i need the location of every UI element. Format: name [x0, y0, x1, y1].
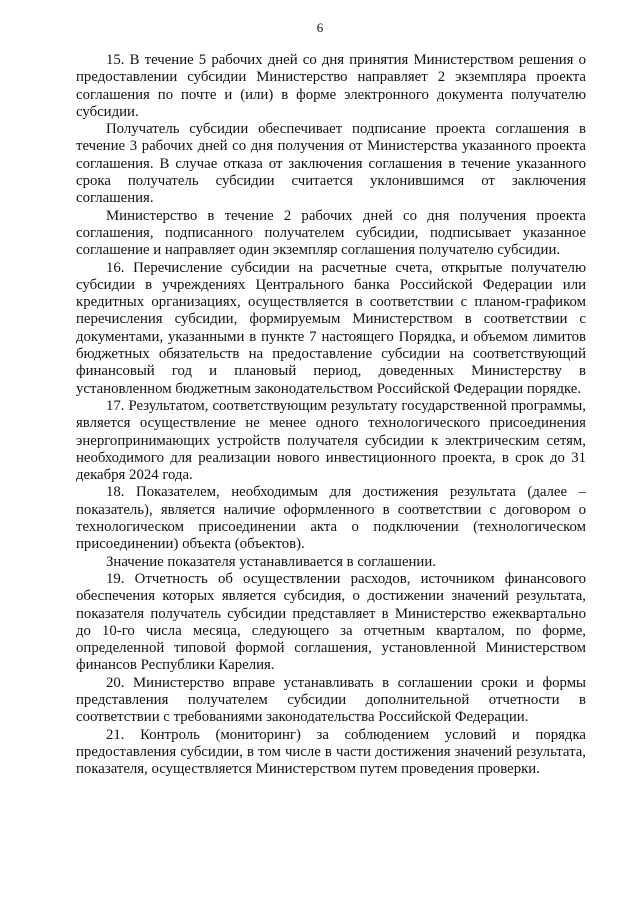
- page-number: 6: [316, 20, 324, 35]
- paragraph-ministry-signing: Министерство в течение 2 рабочих дней со дня получения проекта соглашения, подписанного получателем субсидии, подписывает указанное соглашение и направляет один экземпляр соглашения получателю субсидии.: [76, 207, 586, 259]
- paragraph-19: 19. Отчетность об осуществлении расходов, источником финансового обеспечения которых является субсидия, о достижении значений результата, показателя получатель субсидии представляет в Министерство ежеквартально до 10-го числа месяца, следующего за отчетным кварталом, по форме, определенной типовой формой соглашения, установленной Министерством финансов Республики Карелия.: [76, 570, 586, 674]
- paragraph-17: 17. Результатом, соответствующим результату государственной программы, является осуществление не менее одного технологического присоединения энергопринимающих устройств получателя субсидии к электрическим сетям, необходимого для реализации нового инвестиционного проекта, в срок до 31 декабря 2024 года.: [76, 397, 586, 484]
- paragraph-16: 16. Перечисление субсидии на расчетные счета, открытые получателю субсидии в учреждениях Центрального банка Российской Федерации или кредитных организациях, осуществляется в соответствии с планом-графиком перечисления субсидии, формируемым Министерством в соответствии с документами, указанными в пункте 7 настоящего Порядка, и объемом лимитов бюджетных обязательств на предоставление субсидии на соответствующий финансовый год и плановый период, доведенных Министерству в установленном бюджетным законодательством Российской Федерации порядке.: [76, 259, 586, 397]
- document-body: [76, 52, 586, 778]
- paragraph-21: 21. Контроль (мониторинг) за соблюдением условий и порядка предоставления субсидии, в том числе в части достижения значений результата, показателя, осуществляется Министерством путем проведения проверки.: [76, 726, 586, 778]
- paragraph-18: 18. Показателем, необходимым для достижения результата (далее – показатель), является наличие оформленного в соответствии с договором о технологическом присоединении акта о подключении (технологическом присоединении) объекта (объектов).: [76, 484, 586, 553]
- paragraph-20: 20. Министерство вправе устанавливать в соглашении сроки и формы представления получателем субсидии дополнительной отчетности в соответствии с требованиями законодательства Российской Федерации.: [76, 674, 586, 726]
- paragraph-signing: Получатель субсидии обеспечивает подписание проекта соглашения в течение 3 рабочих дней со дня получения от Министерства указанного проекта соглашения. В случае отказа от заключения соглашения в течение указанного срока получатель субсидии считается уклонившимся от заключения соглашения.: [76, 121, 586, 207]
- paragraph-15: 15. В течение 5 рабочих дней со дня принятия Министерством решения о предоставлении субсидии Министерство направляет 2 экземпляра проекта соглашения по почте и (или) в форме электронного документа получателю субсидии.: [76, 52, 586, 120]
- paragraph-indicator-value: Значение показателя устанавливается в соглашении.: [106, 553, 436, 570]
